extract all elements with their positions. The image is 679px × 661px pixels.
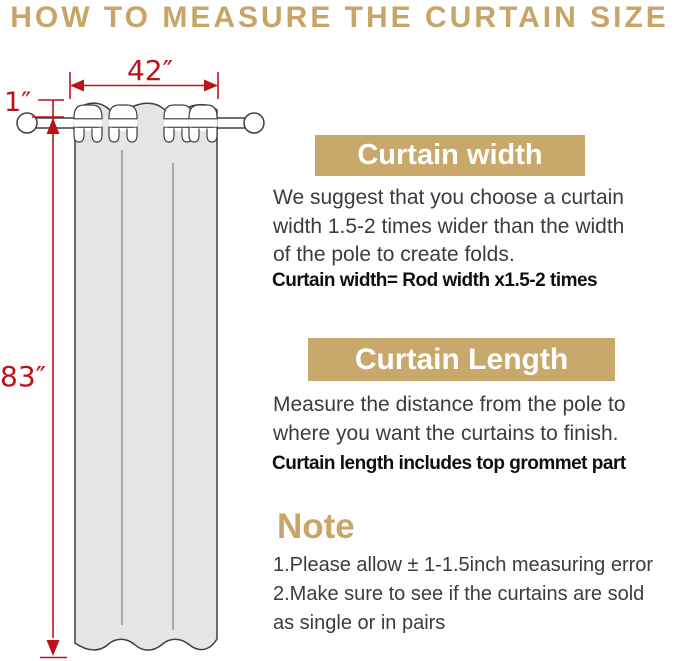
curtain-length-body: Measure the distance from the pole to where you want the curtains to finish. [273,393,626,445]
rod-width-label: 42″ [126,55,174,87]
note-item: 2.Make sure to see if the curtains are sold as single or in pairs [273,583,645,634]
curtain-length-label: 83″ [0,360,47,393]
width-dimension [70,55,218,99]
note-item: 1.Please allow ± 1-1.5inch measuring error [273,554,654,576]
arrow-down-icon [47,640,60,656]
curtain-panel [75,103,217,650]
grommet-height-label: 1″ [4,87,32,118]
curtain-length-heading: Curtain Length [308,338,615,381]
note-heading: Note [277,507,355,546]
curtain-width-heading: Curtain width [315,135,585,176]
page-title: HOW TO MEASURE THE CURTAIN SIZE [10,1,669,34]
arrow-right-icon [204,80,218,92]
curtain-width-formula: Curtain width= Rod width x1.5-2 times [272,270,598,291]
arrow-left-icon [70,80,84,92]
curtain-width-body: We suggest that you choose a curtain width 1.5-2 times wider than the width of the pole to create folds. [273,186,625,266]
curtain-diagram [0,55,270,661]
length-dimension [0,100,67,658]
curtain-length-formula: Curtain length includes top grommet part [272,453,626,474]
rod-finial-right [244,113,264,133]
note-list [273,551,663,638]
